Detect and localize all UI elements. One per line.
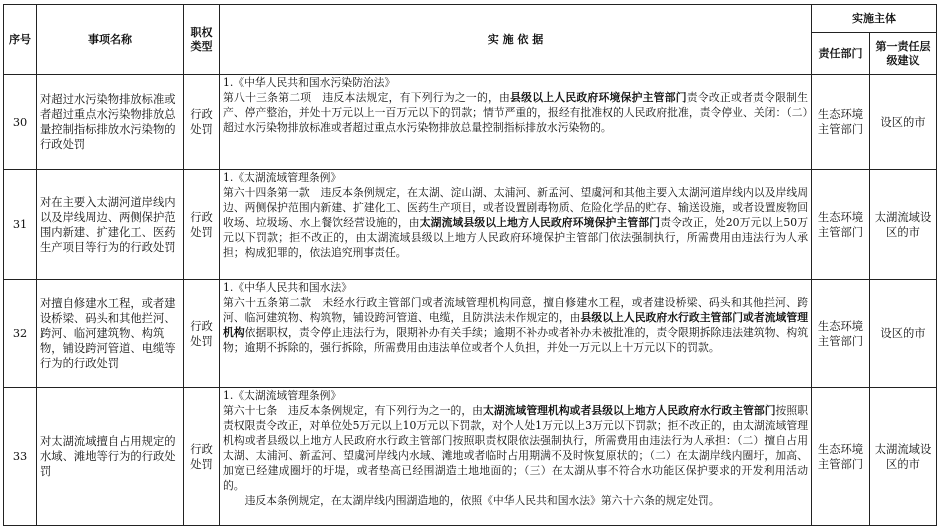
header-power-type: 职权类型 — [184, 5, 220, 75]
row-power-type: 行政处罚 — [184, 75, 220, 170]
row-level: 设区的市 — [870, 280, 937, 388]
row-power-type: 行政处罚 — [184, 280, 220, 388]
row-dept: 生态环境主管部门 — [812, 75, 870, 170]
header-item-name: 事项名称 — [37, 5, 184, 75]
row-basis — [220, 75, 812, 170]
row-level: 太湖流域设区的市 — [870, 388, 937, 526]
law-text-extra: 违反本条例规定，在太湖岸线内围湖造地的，依照《中华人民共和国水法》第六十六条的规定处罚。 — [244, 494, 720, 507]
header-level: 第一责任层级建议 — [870, 33, 937, 75]
row-basis — [220, 388, 812, 526]
header-subject: 实施主体 — [812, 5, 937, 33]
table-row — [4, 388, 937, 526]
row-dept: 生态环境主管部门 — [812, 388, 870, 526]
law-title: 1.《太湖流域管理条例》 — [223, 389, 342, 402]
row-level: 设区的市 — [870, 75, 937, 170]
header-basis: 实 施 依 据 — [220, 5, 812, 75]
table-row — [4, 75, 937, 170]
row-item-name: 对超过水污染物排放标准或者超过重点水污染物排放总量控制指标排放水污染物的行政处罚 — [37, 75, 184, 170]
row-basis — [220, 280, 812, 388]
row-item-name: 对擅自修建水工程，或者建设桥梁、码头和其他拦河、跨河、临河建筑物、构筑物，铺设跨河管道、电缆等行为的行政处罚 — [37, 280, 184, 388]
row-seq: 32 — [4, 280, 37, 388]
row-dept: 生态环境主管部门 — [812, 170, 870, 280]
law-title: 1.《太湖流域管理条例》 — [223, 171, 342, 184]
row-item-name: 对在主要入太湖河道岸线内以及岸线周边、两侧保护范围内新建、扩建化工、医药生产项目等行为的行政处罚 — [37, 170, 184, 280]
law-title: 1.《中华人民共和国水污染防治法》 — [223, 76, 396, 89]
row-power-type: 行政处罚 — [184, 388, 220, 526]
law-title: 1.《中华人民共和国水法》 — [223, 281, 353, 294]
header-seq: 序号 — [4, 5, 37, 75]
row-dept: 生态环境主管部门 — [812, 280, 870, 388]
row-seq: 30 — [4, 75, 37, 170]
header-dept: 责任部门 — [812, 33, 870, 75]
row-basis — [220, 170, 812, 280]
row-seq: 31 — [4, 170, 37, 280]
row-level: 太湖流域设区的市 — [870, 170, 937, 280]
row-item-name: 对太湖流域擅自占用规定的水域、滩地等行为的行政处罚 — [37, 388, 184, 526]
row-power-type: 行政处罚 — [184, 170, 220, 280]
law-text: 第六十七条 违反本条例规定，有下列行为之一的，由太湖流域管理机构或者县级以上地方人民政府水行政主管部门按照职责权限责令改正，对单位处5万元以上10万元以下罚款，对个人处1万元以上3万元以下罚款；拒不改正的，由太湖流域管理机构或者县级以上地方人民政府水行政主管部门按照职责权限依法强制执行，所需费用由违法行为人承担：（二）擅自占用太湖、太浦河、新孟河、望虞河岸线内水域、滩地或者临时占用期满不及时恢复原状的；（二）在太湖岸线内圈圩，加高、加宽已经建成圈圩的圩堤，或者垫高已经围湖造土地地面的；（三）在太湖从事不符合水功能区保护要求的开发利用活动的。 — [223, 404, 809, 492]
row-seq: 33 — [4, 388, 37, 526]
law-text: 第六十四条第一款 违反本条例规定，在太湖、淀山湖、太浦河、新孟河、望虞河和其他主要入太湖河道岸线内以及岸线周边、两侧保护范围内新建、扩建化工、医药生产项目，或者设置剧毒物质、危险化学品的贮存、输送设施，或者设置废物回收场、垃圾场、水上餐饮经营设施的，由太湖流域县级以上地方人民政府环境保护主管部门责令改正，处20万元以上50万元以下罚款；拒不改正的，由太湖流域县级以上地方人民政府环境保护主管部门依法强制执行，所需费用由违法行为人承担；构成犯罪的，依法追究刑事责任。 — [223, 186, 809, 259]
law-text: 第六十五条第二款 未经水行政主管部门或者流域管理机构同意，擅自修建水工程，或者建设桥梁、码头和其他拦河、跨河、临河建筑物、构筑物，铺设跨河管道、电缆，且防洪法未作规定的，由县级以上人民政府水行政主管部门或者流域管理机构依据职权，责令停止违法行为，限期补办有关手续；逾期不补办或者补办未被批准的，责令限期拆除违法建筑物、构筑物；逾期不拆除的，强行拆除，所需费用由违法单位或者个人负担，并处一万元以上十万元以下的罚款。 — [223, 296, 809, 354]
table-row — [4, 280, 937, 388]
enforcement-table — [3, 4, 937, 526]
law-text: 第八十三条第二项 违反本法规定，有下列行为之一的，由县级以上人民政府环境保护主管部门责令改正或者责令限制生产、停产整治，并处十万元以上一百万元以下的罚款；情节严重的，报经有批准权的人民政府批准，责令停业、关闭：（二）超过水污染物排放标准或者超过重点水污染物排放总量控制指标排放水污染物的。 — [223, 91, 809, 134]
table-row — [4, 170, 937, 280]
